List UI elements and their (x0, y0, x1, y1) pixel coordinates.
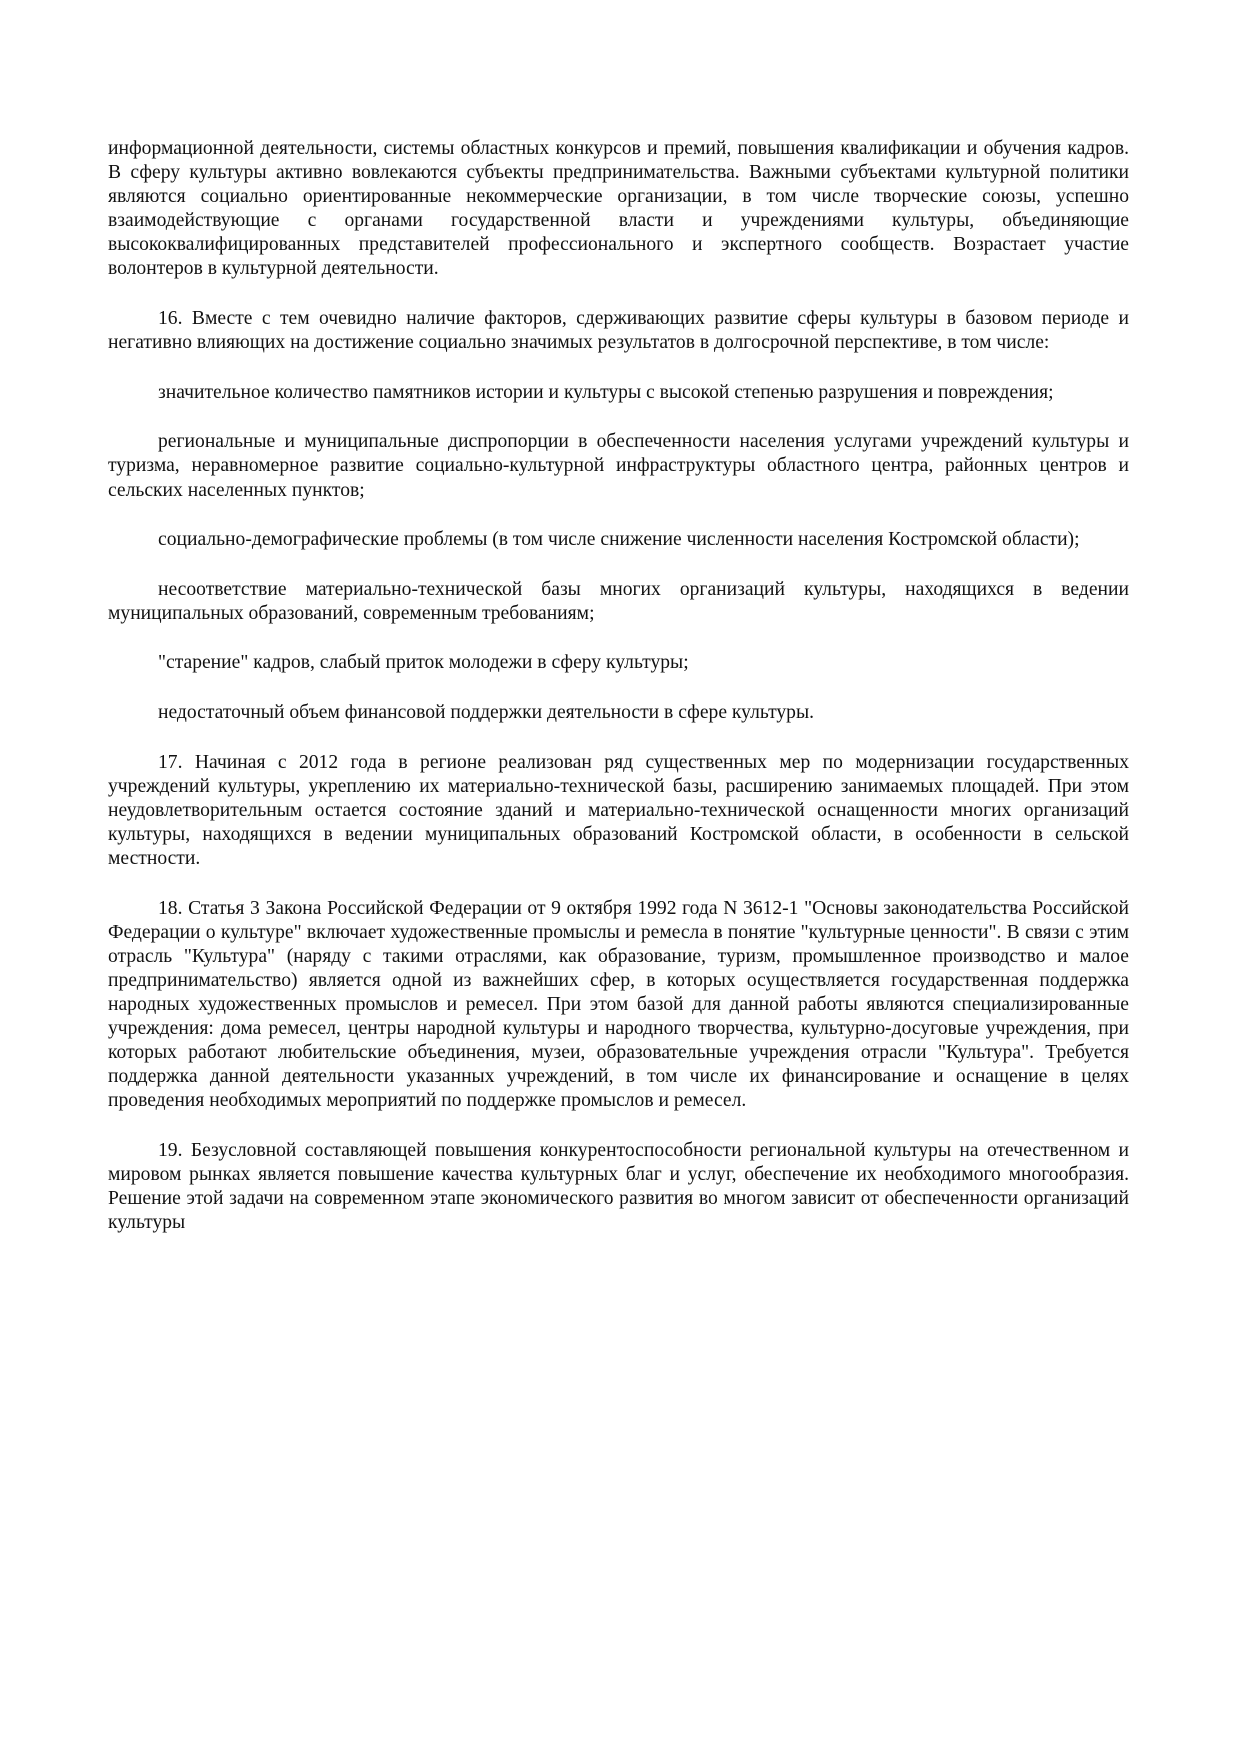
list-item: "старение" кадров, слабый приток молодежи в сферу культуры; (158, 652, 689, 674)
list-item: социально-демографические проблемы (в том числе снижение численности населения Костромской области); (158, 529, 1080, 551)
paragraph-19: 19. Безусловной составляющей повышения конкурентоспособности региональной культуры на отечественном и мировом рынках является повышение качества культурных благ и услуг, обеспечение их необходимого многообразия. Решение этой задачи на современном этапе экономического развития во многом зависит от обеспеченности организаций культуры (108, 1139, 1129, 1234)
paragraph-16: 16. Вместе с тем очевидно наличие факторов, сдерживающих развитие сферы культуры в базовом периоде и негативно влияющих на достижение социально значимых результатов в долгосрочной перспективе, в том числе: (108, 308, 1129, 354)
list-item: региональные и муниципальные диспропорции в обеспеченности населения услугами учреждений культуры и туризма, неравномерное развитие социально-культурной инфраструктуры областного центра, районных центров и сельских населенных пунктов; (108, 431, 1129, 501)
paragraph-17: 17. Начиная с 2012 года в регионе реализован ряд существенных мер по модернизации государственных учреждений культуры, укреплению их материально-технической базы, расширению занимаемых площадей. При этом неудовлетворительным остается состояние зданий и материально-технической оснащенности многих организаций культуры, находящихся в ведении муниципальных образований Костромской области, в особенности в сельской местности. (108, 751, 1129, 869)
list-item: несоответствие материально-технической базы многих организаций культуры, находящихся в ведении муниципальных образований, современным требованиям; (108, 578, 1129, 624)
list-item: недостаточный объем финансовой поддержки деятельности в сфере культуры. (158, 702, 815, 723)
paragraph-18: 18. Статья 3 Закона Российской Федерации от 9 октября 1992 года N 3612-1 "Основы законодательства Российской Федерации о культуре" включает художественные промыслы и ремесла в понятие "культурные ценности". В связи с этим отрасль "Культура" (наряду с такими отраслями, как образование, туризм, промышленное производство и малое предпринимательство) является одной из важнейших сфер, в которых осуществляется государственная поддержка народных художественных промыслов и ремесел. При этом базой для данной работы являются специализированные учреждения: дома ремесел, центры народной культуры и народного творчества, культурно-досуговые учреждения, при которых работают любительские объединения, музеи, образовательные учреждения отрасли "Культура". Требуется поддержка данной деятельности указанных учреждений, в том числе их финансирование и оснащение в целях проведения необходимых мероприятий по поддержке промыслов и ремесел. (108, 897, 1129, 1112)
list-item: значительное количество памятников истории и культуры с высокой степенью разрушения и повреждения; (158, 381, 1054, 403)
document-page (108, 137, 1129, 1261)
paragraph-continuation: информационной деятельности, системы областных конкурсов и премий, повышения квалификации и обучения кадров. В сферу культуры активно вовлекаются субъекты предпринимательства. Важными субъектами культурной политики являются социально ориентированные некоммерческие организации, в том числе творческие союзы, успешно взаимодействующие с органами государственной власти и учреждениями культуры, объединяющие высококвалифицированных представителей профессионального и экспертного сообществ. Возрастает участие волонтеров в культурной деятельности. (108, 138, 1129, 280)
